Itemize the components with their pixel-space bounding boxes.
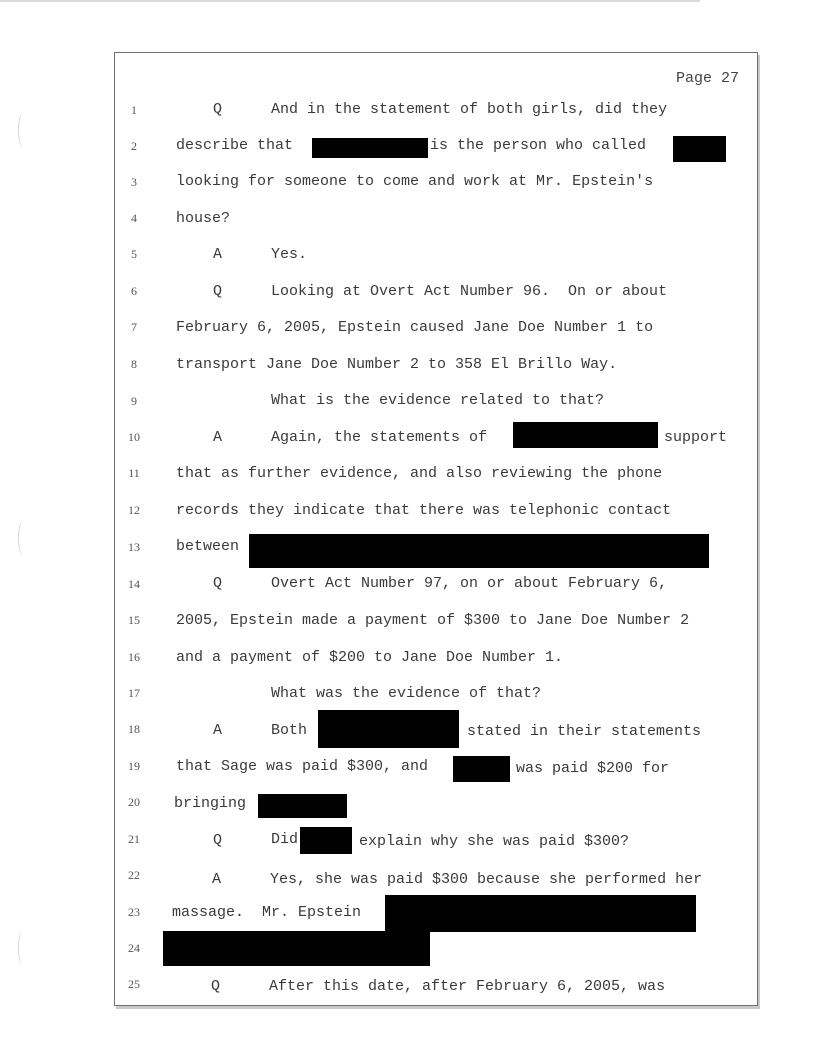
redaction-bar (453, 756, 510, 782)
line-number: 18 (128, 722, 140, 736)
line-number: 6 (131, 284, 137, 298)
redaction-bar (258, 794, 347, 818)
line-text: Yes, she was paid $300 because she performed her (270, 871, 703, 888)
line-text: between (176, 538, 240, 555)
redaction-bar (249, 534, 709, 568)
transcript-frame (114, 52, 758, 1006)
line-number: 10 (128, 430, 140, 444)
speaker-marker: Q (213, 575, 223, 592)
line-number: 12 (128, 503, 140, 517)
line-text: February 6, 2005, Epstein caused Jane Doe Number 1 to (176, 319, 654, 336)
line-text: Yes. (271, 246, 308, 263)
line-text: records they indicate that there was telephonic contact (176, 502, 672, 519)
line-number: 23 (128, 905, 140, 919)
line-text: explain why she was paid $300? (359, 833, 630, 850)
line-text: house? (176, 210, 231, 227)
speaker-marker: A (213, 429, 223, 446)
line-number: 7 (131, 320, 137, 334)
speaker-marker: A (213, 722, 223, 739)
line-text: was paid $200 for (516, 760, 670, 777)
speaker-marker: Q (211, 978, 221, 995)
line-number: 9 (131, 394, 137, 408)
redaction-bar (513, 422, 658, 448)
line-number: 14 (128, 577, 140, 591)
line-number: 15 (128, 613, 140, 627)
line-number: 8 (131, 357, 137, 371)
binder-hole-mark (18, 520, 29, 556)
redaction-bar (385, 895, 696, 932)
line-text: transport Jane Doe Number 2 to 358 El Brillo Way. (176, 356, 618, 373)
line-text: After this date, after February 6, 2005, was (269, 978, 666, 995)
line-text: that as further evidence, and also reviewing the phone (176, 465, 663, 482)
line-number: 19 (128, 759, 140, 773)
line-text: that Sage was paid $300, and (176, 758, 429, 775)
line-text: Overt Act Number 97, on or about February 6, (271, 575, 668, 592)
line-text: looking for someone to come and work at Mr. Epstein's (176, 173, 654, 190)
line-text: is the person who called (430, 137, 647, 154)
line-number: 2 (131, 139, 137, 153)
speaker-marker: Q (213, 832, 223, 849)
line-text: stated in their statements (467, 723, 702, 740)
line-text: And in the statement of both girls, did they (271, 101, 668, 118)
line-number: 11 (128, 466, 140, 480)
line-number: 13 (128, 540, 140, 554)
line-number: 3 (131, 175, 137, 189)
line-number: 24 (128, 941, 140, 955)
line-number: 22 (128, 868, 140, 882)
redaction-bar (312, 138, 428, 158)
speaker-marker: A (212, 871, 222, 888)
line-number: 4 (131, 211, 137, 225)
line-text: massage. Mr. Epstein (172, 904, 362, 921)
line-text: bringing (174, 795, 247, 812)
line-text: What was the evidence of that? (271, 685, 542, 702)
line-text: Again, the statements of (271, 429, 488, 446)
redaction-bar (300, 827, 352, 854)
scan-top-edge (0, 0, 700, 2)
binder-hole-mark (18, 930, 29, 966)
line-text: describe that (176, 137, 294, 154)
page-number: Page 27 (676, 70, 740, 87)
line-number: 17 (128, 686, 140, 700)
line-number: 1 (131, 103, 137, 117)
line-number: 5 (131, 247, 137, 261)
line-text: What is the evidence related to that? (271, 392, 605, 409)
line-text: Did (271, 831, 299, 848)
line-number: 16 (128, 650, 140, 664)
line-text: Looking at Overt Act Number 96. On or about (271, 283, 668, 300)
redaction-bar (673, 136, 726, 162)
speaker-marker: Q (213, 101, 223, 118)
binder-hole-mark (18, 112, 29, 148)
speaker-marker: Q (213, 283, 223, 300)
line-number: 25 (128, 977, 140, 991)
line-text: support (664, 429, 728, 446)
speaker-marker: A (213, 246, 223, 263)
line-text: 2005, Epstein made a payment of $300 to Jane Doe Number 2 (176, 612, 690, 629)
line-text: Both (271, 722, 308, 739)
line-number: 21 (128, 832, 140, 846)
line-text: and a payment of $200 to Jane Doe Number 1. (176, 649, 564, 666)
line-number: 20 (128, 795, 140, 809)
redaction-bar (318, 710, 459, 748)
redaction-bar (163, 931, 430, 966)
